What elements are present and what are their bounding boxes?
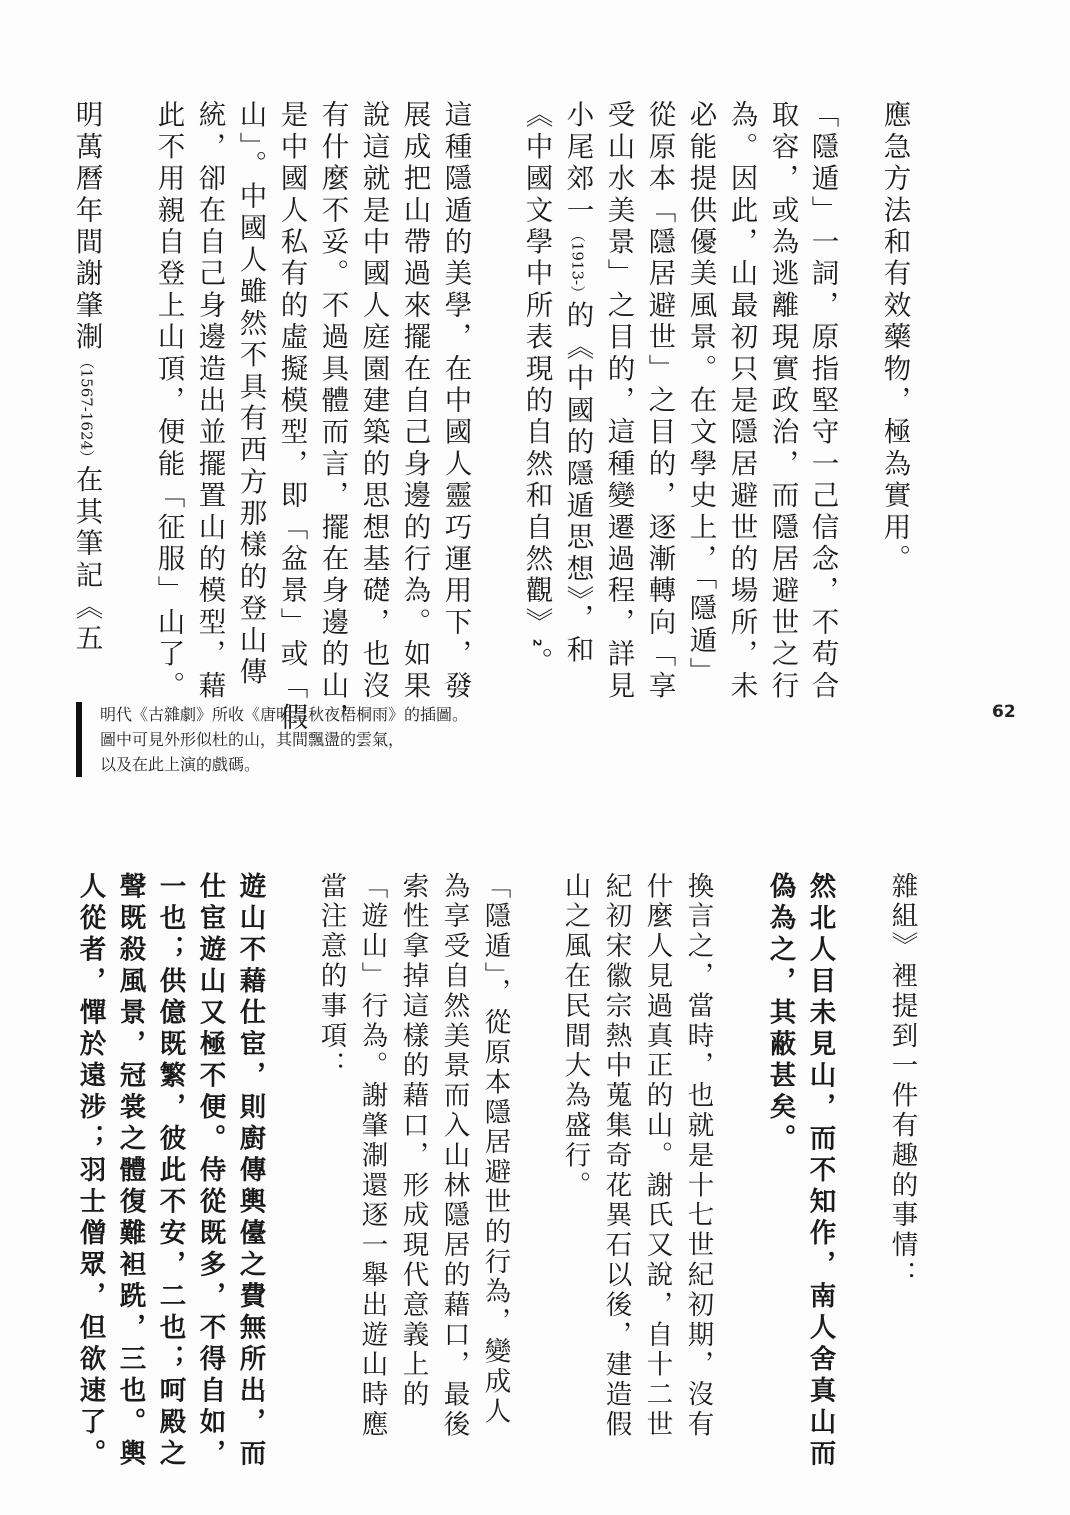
text-segment: 小尾郊一 (561, 100, 594, 227)
text-column: 這種隱遁的美學，在中國人靈巧運用下，發 (439, 100, 472, 703)
quote-column: 仕宦遊山又極不便。侍從既多，不得自如， (194, 872, 226, 1471)
text-column: 有什麼不妥。不過具體而言，擺在身邊的山， (316, 100, 349, 734)
text-column: 是中國人私有的虛擬模型，即「盆景」或「假 (275, 100, 308, 734)
text-column: 此不用親自登上山頂，便能「征服」山了。 (152, 100, 185, 703)
page-number: 62 (992, 702, 1016, 722)
figure-caption (76, 702, 620, 777)
text-column: 必能提供優美風景。在文學史上，「隱遁」 (684, 100, 717, 689)
text-column (561, 100, 594, 667)
text-column: 山之風在民間大為盛行。 (559, 872, 591, 1201)
text-column: 說這就是中國人庭園建築的思想基礎，也沒 (357, 100, 390, 703)
caption-line: 以及在此上演的戲碼。 (100, 755, 261, 774)
text-column: 當注意的事項： (315, 872, 347, 1082)
text-column: 山」。中國人雖然不具有西方那樣的登山傳 (234, 100, 267, 689)
text-segment: 在其筆記《五 (70, 465, 103, 656)
text-column: 展成把山帶過來擺在自己身邊的行為。如果 (398, 100, 431, 703)
text-segment: 明萬曆年間謝肇淛 (70, 100, 103, 354)
text-column (70, 100, 103, 656)
text-segment: 的《中國的隱遁思想》，和 (561, 300, 594, 667)
text-column: 雜組》裡提到一件有趣的事情： (886, 872, 918, 1291)
text-column: 什麼人見過真正的山。謝氏又說，自十二世 (641, 872, 673, 1441)
text-column: 統，卻在自己身邊造出並擺置山的模型，藉 (193, 100, 226, 703)
caption-line: 圖中可見外形似杜的山，其間飄盪的雲氣， (100, 730, 405, 749)
text-column: 從原本「隱居避世」之目的，逐漸轉向「享 (643, 100, 676, 703)
quote-column: 然北人目未見山，而不知作，南人舍真山而 (804, 872, 836, 1471)
text-segment: 《中國文學中所表現的自然和自然觀》 (520, 100, 553, 639)
year-range-note: （1567-1624） (77, 353, 96, 466)
quote-column: 偽為之，其蔽甚矣。 (764, 872, 796, 1156)
caption-line: 明代《古雜劇》所收《唐明皇秋夜梧桐雨》的插圖。 (100, 705, 469, 724)
footnote-marker: 2 (530, 638, 544, 647)
text-column: 受山水美景」之目的，這種變遷過程，詳見 (602, 100, 635, 703)
text-column: 應急方法和有效藥物，極為實用。 (878, 100, 911, 576)
quote-column: 遊山不藉仕宦，則廚傳輿儓之費無所出，而 (234, 872, 266, 1471)
text-column (520, 100, 553, 679)
text-column: 「隱遁」，從原本隱居避世的行為，變成人 (479, 872, 511, 1427)
text-column: 紀初宋徽宗熱中蒐集奇花異石以後，建造假 (600, 872, 632, 1441)
text-column: 換言之，當時，也就是十七世紀初期，沒有 (682, 872, 714, 1441)
birth-year-note: （1913-） (568, 226, 587, 301)
text-column: 索性拿掉這樣的藉口，形成現代意義上的 (397, 872, 429, 1411)
text-column: 為。因此，山最初只是隱居避世的場所，未 (725, 100, 758, 703)
quote-column: 人從者，憚於遠涉；羽士僧眾，但欲速了。 (74, 872, 106, 1471)
text-column: 「隱遁」一詞，原指堅守一己信念，不苟合 (806, 100, 839, 703)
quote-column: 聲既殺風景，冠裳之體復難袒跣，三也。輿 (114, 872, 146, 1471)
text-segment: 。 (520, 646, 553, 679)
text-column: 「遊山」行為。謝肇淛還逐一舉出遊山時應 (356, 872, 388, 1441)
text-column: 為享受自然美景而入山林隱居的藉口，最後 (438, 872, 470, 1441)
text-column: 取容，或為逃離現實政治，而隱居避世之行 (766, 100, 799, 703)
quote-column: 一也；供億既繁，彼此不安，二也；呵殿之 (154, 872, 186, 1471)
